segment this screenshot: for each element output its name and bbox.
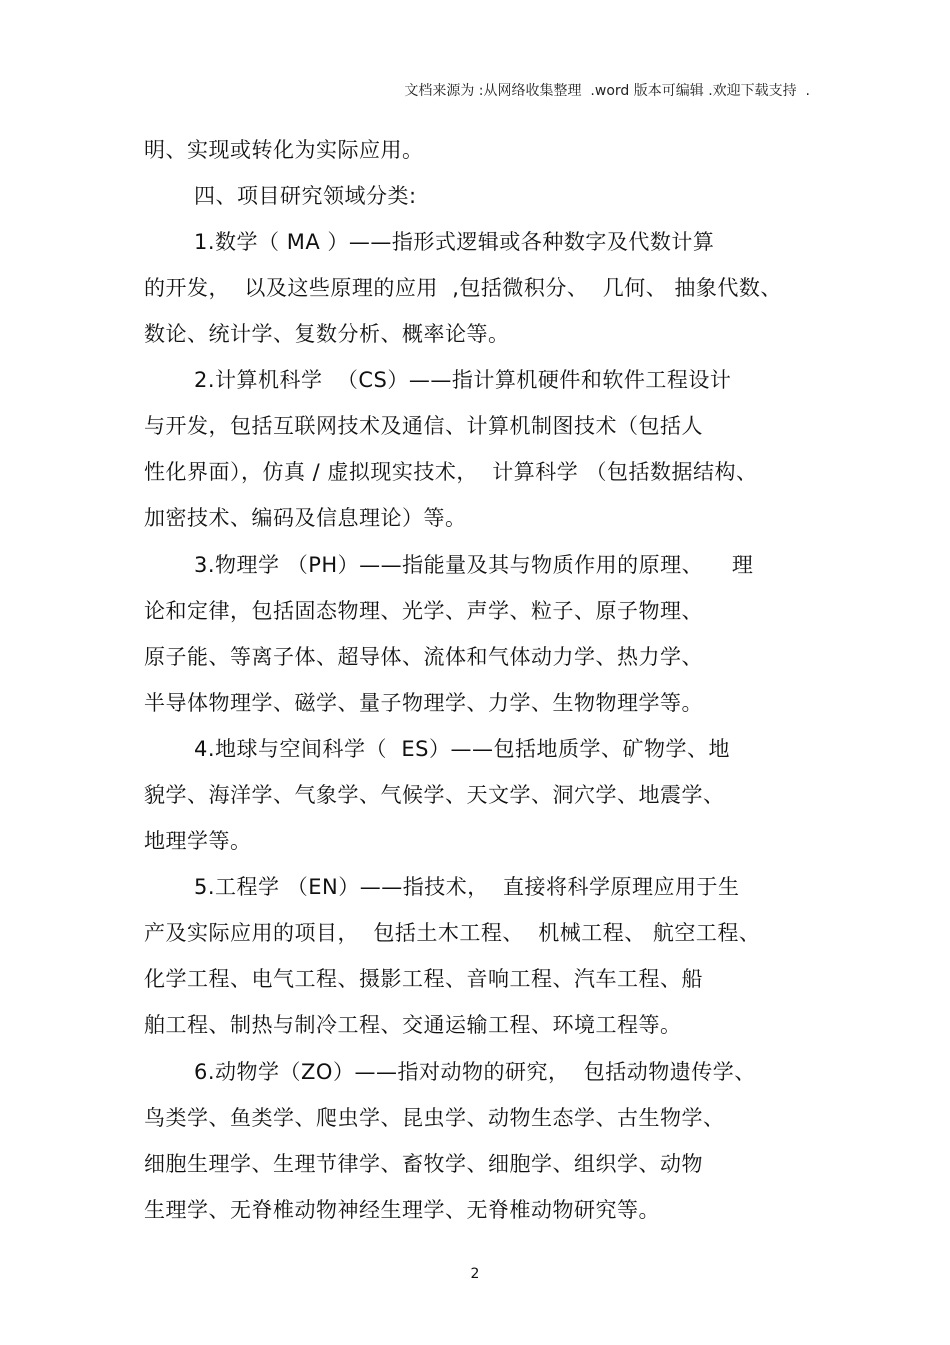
- text-line: 3.物理学 （PH）——指能量及其与物质作用的原理、 理: [194, 553, 754, 577]
- text-line: 明、实现或转化为实际应用。: [144, 138, 424, 162]
- text-line: 产及实际应用的项目， 包括土木工程、 机械工程、 航空工程、: [144, 921, 761, 945]
- text-line: 2.计算机科学 （CS）——指计算机硬件和软件工程设计: [194, 368, 732, 392]
- text-line: 6.动物学（ZO）——指对动物的研究， 包括动物遗传学、: [194, 1060, 756, 1084]
- text-line: 化学工程、电气工程、摄影工程、音响工程、汽车工程、船: [144, 967, 703, 991]
- text-line: 数论、统计学、复数分析、概率论等。: [144, 322, 510, 346]
- text-line: 1.数学（ MA ）——指形式逻辑或各种数字及代数计算: [194, 230, 715, 254]
- page-number: 2: [470, 1266, 480, 1282]
- text-line: 的开发， 以及这些原理的应用 ,包括微积分、 几何、 抽象代数、: [144, 276, 782, 300]
- text-line: 半导体物理学、磁学、量子物理学、力学、生物物理学等。: [144, 691, 703, 715]
- text-line: 论和定律，包括固态物理、光学、声学、粒子、原子物理、: [144, 599, 703, 623]
- text-line: 加密技术、编码及信息理论）等。: [144, 506, 467, 530]
- text-line: 生理学、无脊椎动物神经生理学、无脊椎动物研究等。: [144, 1198, 660, 1222]
- text-line: 地理学等。: [144, 829, 252, 853]
- text-line: 细胞生理学、生理节律学、畜牧学、细胞学、组织学、动物: [144, 1152, 703, 1176]
- text-line: 性化界面），仿真 / 虚拟现实技术， 计算科学 （包括数据结构、: [144, 460, 758, 484]
- page-header: 文档来源为 :从网络收集整理 .word 版本可编辑 .欢迎下载支持 .: [404, 83, 810, 99]
- text-line: 5.工程学 （EN）——指技术， 直接将科学原理应用于生: [194, 875, 740, 899]
- text-line: 与开发，包括互联网技术及通信、计算机制图技术（包括人: [144, 414, 703, 438]
- text-line: 貌学、海洋学、气象学、气候学、天文学、洞穴学、地震学、: [144, 783, 725, 807]
- section-heading: 四、项目研究领域分类:: [194, 184, 417, 208]
- text-line: 4.地球与空间科学（ ES）——包括地质学、矿物学、地: [194, 737, 730, 761]
- text-line: 鸟类学、鱼类学、爬虫学、昆虫学、动物生态学、古生物学、: [144, 1106, 725, 1130]
- text-line: 舶工程、制热与制冷工程、交通运输工程、环境工程等。: [144, 1013, 682, 1037]
- text-line: 原子能、等离子体、超导体、流体和气体动力学、热力学、: [144, 645, 703, 669]
